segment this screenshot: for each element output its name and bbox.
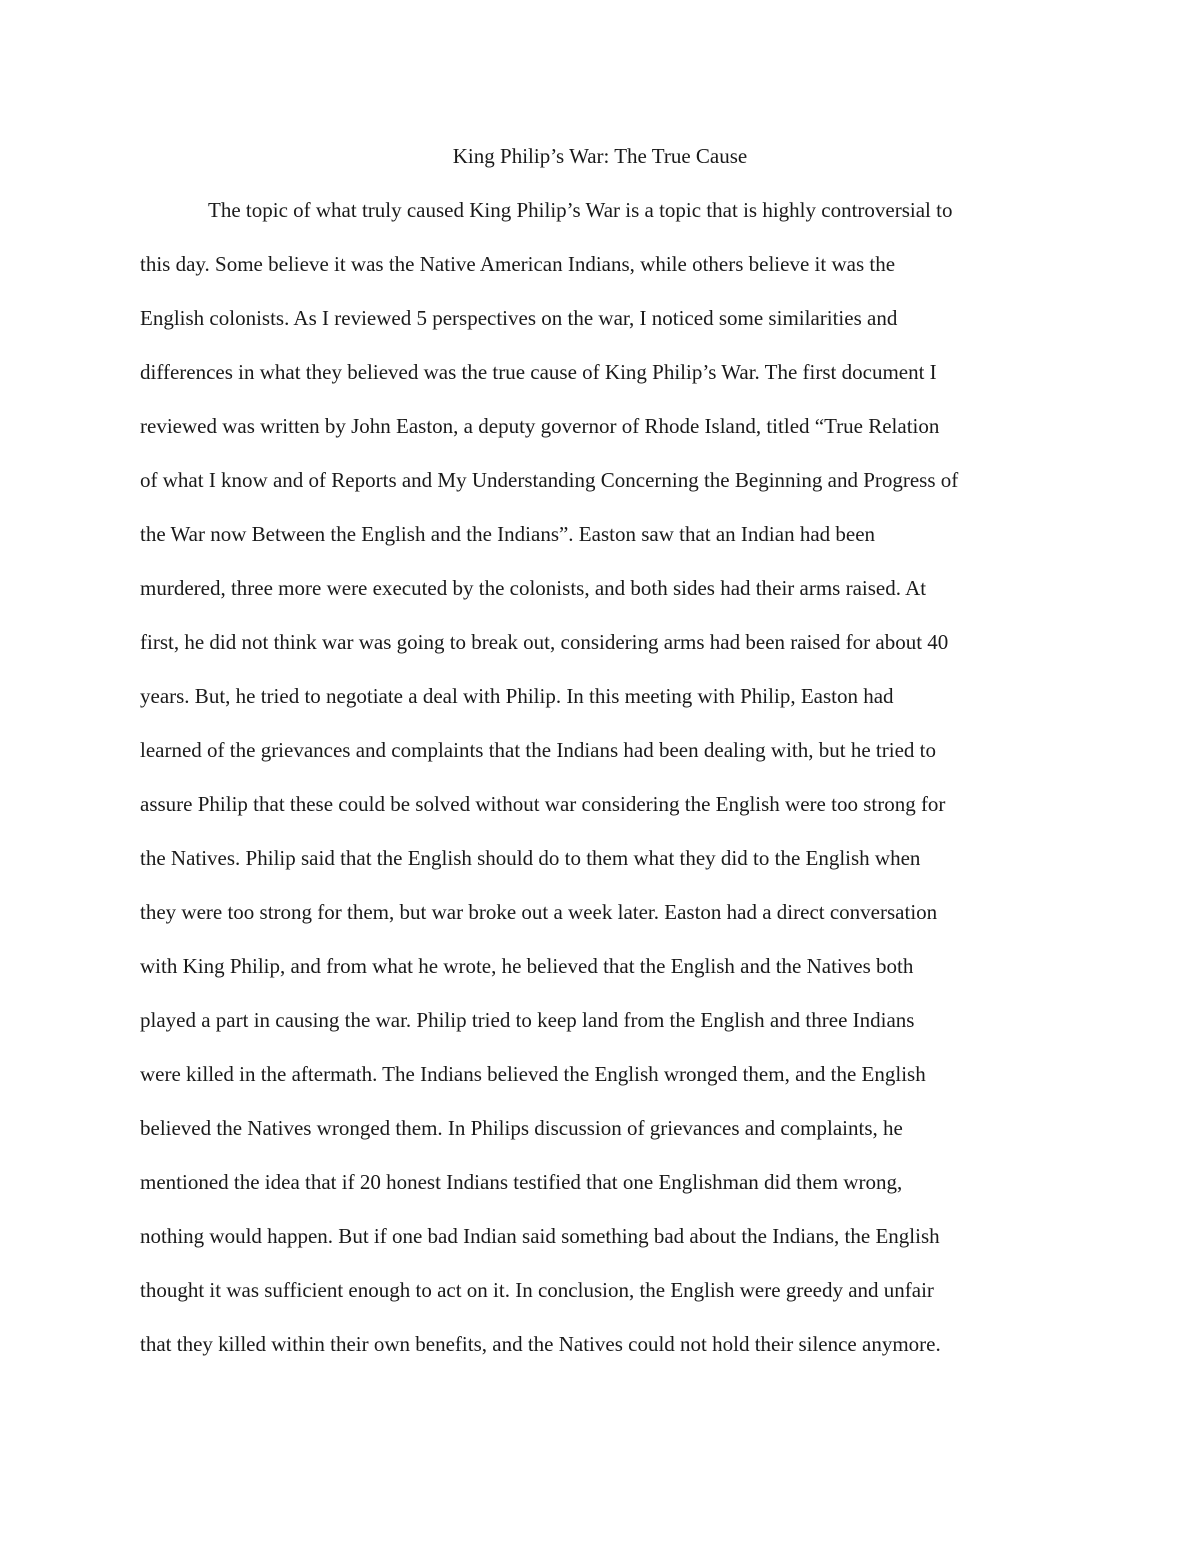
body-line: differences in what they believed was the true cause of King Philip’s War. The first document I: [140, 360, 937, 384]
body-line: the Natives. Philip said that the English should do to them what they did to the English when: [140, 846, 921, 870]
body-line: years. But, he tried to negotiate a deal with Philip. In this meeting with Philip, Easton had: [140, 684, 894, 708]
body-line: English colonists. As I reviewed 5 perspectives on the war, I noticed some similarities and: [140, 306, 898, 330]
body-line: nothing would happen. But if one bad Indian said something bad about the Indians, the English: [140, 1224, 940, 1248]
body-line: of what I know and of Reports and My Understanding Concerning the Beginning and Progress of: [140, 468, 959, 492]
body-line: thought it was sufficient enough to act on it. In conclusion, the English were greedy and unfair: [140, 1278, 934, 1302]
body-line: were killed in the aftermath. The Indians believed the English wronged them, and the English: [140, 1062, 926, 1086]
body-line: learned of the grievances and complaints that the Indians had been dealing with, but he tried to: [140, 738, 936, 762]
body-line: first, he did not think war was going to break out, considering arms had been raised for about 40: [140, 630, 949, 654]
document-title: King Philip’s War: The True Cause: [452, 144, 748, 168]
body-line: mentioned the idea that if 20 honest Indians testified that one Englishman did them wrong,: [140, 1170, 903, 1194]
body-line: The topic of what truly caused King Philip’s War is a topic that is highly controversial to: [208, 198, 953, 222]
body-line: assure Philip that these could be solved without war considering the English were too strong for: [140, 792, 946, 816]
body-line: played a part in causing the war. Philip tried to keep land from the English and three Indians: [140, 1008, 915, 1032]
body-line: they were too strong for them, but war broke out a week later. Easton had a direct conversation: [140, 900, 938, 924]
body-line: believed the Natives wronged them. In Philips discussion of grievances and complaints, he: [140, 1116, 903, 1140]
body-line: reviewed was written by John Easton, a deputy governor of Rhode Island, titled “True Relation: [140, 414, 940, 438]
body-line: that they killed within their own benefits, and the Natives could not hold their silence anymore.: [140, 1332, 941, 1356]
body-line: this day. Some believe it was the Native American Indians, while others believe it was the: [140, 252, 896, 276]
body-line: the War now Between the English and the Indians”. Easton saw that an Indian had been: [140, 522, 876, 546]
body-line: murdered, three more were executed by the colonists, and both sides had their arms raised. At: [140, 576, 927, 600]
document-body: [140, 194, 1070, 1382]
body-line: with King Philip, and from what he wrote, he believed that the English and the Natives both: [140, 954, 914, 978]
